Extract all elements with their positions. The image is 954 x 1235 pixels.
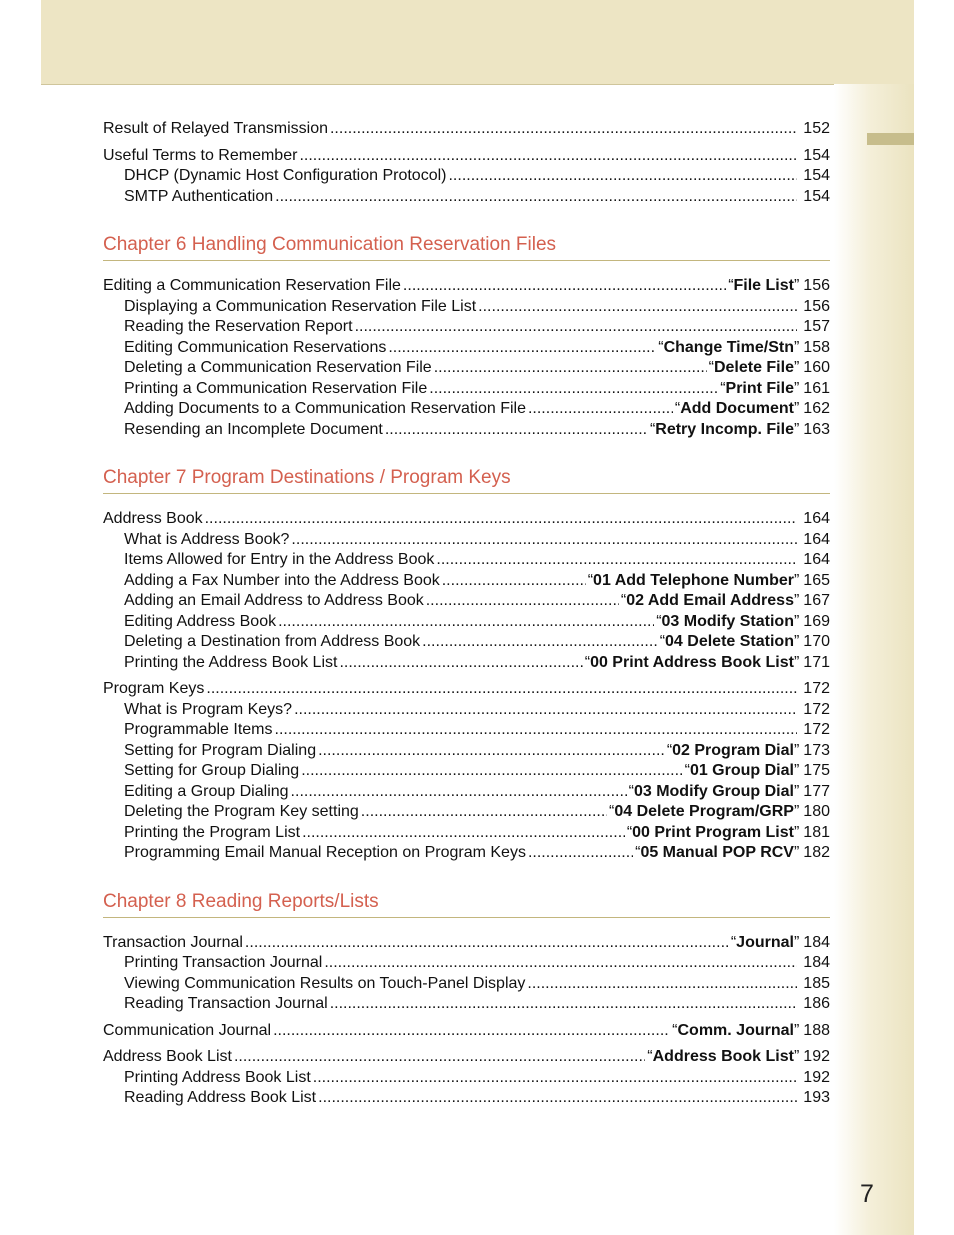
- touch-key-label: 03 Modify Station: [661, 612, 794, 630]
- dot-leader: [294, 700, 797, 721]
- entry-title: Adding an Email Address to Address Book: [124, 592, 424, 609]
- section-tab-marker: [867, 133, 914, 145]
- entry-title: What is Address Book?: [124, 530, 290, 548]
- entry-title: Items Allowed for Entry in the Address Book: [124, 551, 435, 568]
- entry-page-number: 162: [803, 400, 830, 417]
- dot-leader: [234, 1047, 645, 1068]
- dot-leader: [528, 843, 633, 864]
- dot-leader: [324, 953, 797, 974]
- dot-leader: [302, 823, 625, 844]
- toc-sub-entry[interactable]: [103, 953, 830, 974]
- dot-leader: [355, 317, 798, 338]
- entry-title: Deleting the Program Key setting: [124, 803, 359, 820]
- dot-leader: [426, 591, 619, 612]
- dot-leader: [434, 358, 707, 379]
- toc-sub-entry[interactable]: [103, 843, 830, 864]
- entry-page-number: 182: [803, 844, 830, 861]
- dot-leader: [442, 571, 586, 592]
- entry-page-number: 169: [803, 612, 830, 630]
- toc-sub-entry[interactable]: [103, 720, 830, 741]
- entry-page-number: 172: [803, 700, 830, 718]
- toc-sub-entry[interactable]: [103, 1068, 830, 1089]
- entry-title: Deleting a Communication Reservation File: [124, 359, 432, 376]
- toc-sub-entry[interactable]: [103, 653, 830, 674]
- chapter-title: Chapter 8 Reading Reports/Lists: [103, 890, 830, 918]
- dot-leader: [299, 146, 797, 167]
- entry-page-number: 170: [803, 633, 830, 650]
- toc-entry[interactable]: [103, 146, 830, 167]
- touch-key-label: 00 Print Address Book List: [590, 653, 794, 671]
- entry-title: Setting for Group Dialing: [124, 762, 300, 779]
- toc-sub-entry[interactable]: [103, 700, 830, 721]
- entry-title: Editing a Communication Reservation File: [103, 277, 401, 294]
- dot-leader: [388, 338, 656, 359]
- touch-key-label: File List: [733, 277, 794, 294]
- entry-page-number: 157: [803, 318, 830, 335]
- entry-title: Programmable Items: [124, 721, 273, 738]
- chapter-title: Chapter 7 Program Destinations / Program Keys: [103, 466, 830, 494]
- entry-title: Resending an Incomplete Document: [124, 420, 383, 438]
- entry-title: Reading Transaction Journal: [124, 995, 328, 1012]
- toc-sub-entry[interactable]: [103, 823, 830, 844]
- entry-page-number: 181: [803, 823, 830, 841]
- touch-key-label: 04 Delete Program/GRP: [614, 803, 794, 820]
- touch-key-reference: “03 Modify Group Dial”: [628, 782, 800, 800]
- touch-key-label: Journal: [736, 933, 794, 951]
- dot-leader: [436, 550, 797, 571]
- entry-page-number: 154: [803, 187, 830, 205]
- touch-key-reference: “Delete File”: [708, 359, 800, 376]
- touch-key-reference: “02 Add Email Address”: [620, 592, 800, 609]
- chapter-section: [103, 466, 830, 864]
- touch-key-reference: “01 Add Telephone Number”: [587, 571, 800, 589]
- entry-page-number: 154: [803, 146, 830, 164]
- toc-sub-entry[interactable]: [103, 741, 830, 762]
- entry-title: Reading the Reservation Report: [124, 318, 353, 335]
- entry-page-number: 193: [803, 1089, 830, 1106]
- touch-key-label: Comm. Journal: [677, 1021, 794, 1039]
- chapter-title: Chapter 6 Handling Communication Reservation Files: [103, 233, 830, 261]
- dot-leader: [291, 530, 797, 551]
- touch-key-reference: “Journal”: [730, 933, 800, 951]
- touch-key-reference: “Retry Incomp. File”: [649, 420, 800, 438]
- touch-key-label: 05 Manual POP RCV: [640, 844, 794, 861]
- entry-title: Programming Email Manual Reception on Program Keys: [124, 844, 526, 861]
- touch-key-reference: “01 Group Dial”: [684, 762, 800, 779]
- dot-leader: [318, 1088, 797, 1109]
- entry-page-number: 161: [803, 379, 830, 397]
- touch-key-label: Retry Incomp. File: [655, 420, 794, 438]
- dot-leader: [273, 1021, 670, 1042]
- touch-key-label: Print File: [725, 379, 794, 397]
- entry-page-number: 186: [803, 995, 830, 1012]
- dot-leader: [403, 276, 726, 297]
- entry-title: Program Keys: [103, 680, 205, 697]
- toc-sub-entry[interactable]: [103, 571, 830, 592]
- touch-key-reference: “00 Print Address Book List”: [584, 653, 800, 671]
- touch-key-reference: “File List”: [728, 277, 800, 294]
- entry-title: Useful Terms to Remember: [103, 146, 298, 164]
- dot-leader: [301, 761, 682, 782]
- dot-leader: [330, 119, 797, 140]
- dot-leader: [385, 420, 648, 441]
- touch-key-label: 02 Add Email Address: [626, 592, 794, 609]
- dot-leader: [245, 933, 729, 954]
- toc-group: [103, 933, 830, 1015]
- dot-leader: [330, 994, 798, 1015]
- entry-page-number: 164: [803, 510, 830, 527]
- toc-group: [103, 509, 830, 673]
- entry-title: Adding Documents to a Communication Reservation File: [124, 400, 526, 417]
- dot-leader: [478, 297, 797, 318]
- touch-key-label: 01 Add Telephone Number: [593, 571, 794, 589]
- entry-title: Reading Address Book List: [124, 1089, 317, 1106]
- entry-title: Viewing Communication Results on Touch-Panel Display: [124, 974, 526, 992]
- entry-title: Deleting a Destination from Address Book: [124, 633, 421, 650]
- entry-page-number: 164: [803, 530, 830, 548]
- toc-sub-entry[interactable]: [103, 338, 830, 359]
- toc-sub-entry[interactable]: [103, 399, 830, 420]
- toc-sub-entry[interactable]: [103, 379, 830, 400]
- touch-key-label: Change Time/Stn: [663, 338, 794, 356]
- toc-sub-entry[interactable]: [103, 994, 830, 1015]
- touch-key-reference: “Comm. Journal”: [672, 1021, 800, 1039]
- touch-key-reference: “02 Program Dial”: [666, 741, 800, 759]
- entry-page-number: 184: [803, 933, 830, 951]
- dot-leader: [278, 612, 654, 633]
- dot-leader: [206, 679, 797, 700]
- entry-page-number: 192: [803, 1048, 830, 1065]
- toc-sub-entry[interactable]: [103, 802, 830, 823]
- entry-page-number: 156: [803, 297, 830, 315]
- touch-key-reference: “Change Time/Stn”: [658, 338, 800, 356]
- dot-leader: [318, 741, 665, 762]
- touch-key-reference: “Address Book List”: [647, 1048, 800, 1065]
- toc-intro-section: [103, 119, 830, 207]
- toc-sub-entry[interactable]: [103, 612, 830, 633]
- entry-page-number: 180: [803, 803, 830, 820]
- toc-sub-entry[interactable]: [103, 297, 830, 318]
- entry-page-number: 158: [803, 338, 830, 356]
- entry-title: Result of Relayed Transmission: [103, 120, 328, 137]
- entry-title: Adding a Fax Number into the Address Book: [124, 571, 440, 589]
- entry-title: Printing the Address Book List: [124, 653, 338, 671]
- touch-key-reference: “00 Print Program List”: [626, 823, 800, 841]
- entry-title: Editing Address Book: [124, 612, 277, 630]
- touch-key-label: 04 Delete Station: [665, 633, 794, 650]
- entry-page-number: 165: [803, 571, 830, 589]
- dot-leader: [527, 974, 797, 995]
- touch-key-label: 00 Print Program List: [632, 823, 794, 841]
- entry-title: Printing the Program List: [124, 823, 301, 841]
- entry-page-number: 172: [803, 721, 830, 738]
- page-number: 7: [860, 1180, 874, 1208]
- dot-leader: [275, 720, 798, 741]
- chapter-section: [103, 233, 830, 440]
- entry-page-number: 160: [803, 359, 830, 376]
- dot-leader: [422, 632, 658, 653]
- toc-entry[interactable]: [103, 1021, 830, 1042]
- toc-sub-entry[interactable]: [103, 550, 830, 571]
- entry-title: Transaction Journal: [103, 933, 243, 951]
- entry-page-number: 184: [803, 954, 830, 971]
- entry-title: Address Book List: [103, 1048, 232, 1065]
- entry-page-number: 188: [803, 1021, 830, 1039]
- entry-page-number: 192: [803, 1068, 830, 1086]
- dot-leader: [291, 782, 627, 803]
- entry-page-number: 177: [803, 782, 830, 800]
- dot-leader: [448, 166, 797, 187]
- entry-title: Displaying a Communication Reservation File List: [124, 297, 477, 315]
- touch-key-label: Address Book List: [652, 1048, 794, 1065]
- table-of-contents: [103, 119, 830, 1135]
- toc-group: [103, 679, 830, 864]
- touch-key-reference: “05 Manual POP RCV”: [635, 844, 800, 861]
- entry-page-number: 163: [803, 420, 830, 438]
- toc-sub-entry[interactable]: [103, 187, 830, 208]
- entry-title: Setting for Program Dialing: [124, 741, 317, 759]
- entry-page-number: 154: [803, 167, 830, 184]
- entry-page-number: 175: [803, 762, 830, 779]
- side-margin-bar: [834, 84, 914, 1235]
- entry-page-number: 167: [803, 592, 830, 609]
- toc-sub-entry[interactable]: [103, 1088, 830, 1109]
- touch-key-label: 03 Modify Group Dial: [633, 782, 794, 800]
- toc-sub-entry[interactable]: [103, 974, 830, 995]
- toc-sub-entry[interactable]: [103, 761, 830, 782]
- entry-title: Printing Transaction Journal: [124, 954, 323, 971]
- touch-key-reference: “Add Document”: [674, 400, 800, 417]
- toc-entry[interactable]: [103, 509, 830, 530]
- toc-sub-entry[interactable]: [103, 166, 830, 187]
- touch-key-label: Add Document: [680, 400, 794, 417]
- toc-sub-entry[interactable]: [103, 782, 830, 803]
- touch-key-reference: “04 Delete Program/GRP”: [609, 803, 800, 820]
- dot-leader: [361, 802, 607, 823]
- touch-key-label: 02 Program Dial: [672, 741, 794, 759]
- touch-key-label: 01 Group Dial: [689, 762, 794, 779]
- touch-key-label: Delete File: [713, 359, 794, 376]
- entry-page-number: 152: [803, 120, 830, 137]
- entry-page-number: 172: [803, 680, 830, 697]
- toc-group: [103, 276, 830, 440]
- toc-group: [103, 1021, 830, 1042]
- toc-entry[interactable]: [103, 933, 830, 954]
- entry-page-number: 171: [803, 653, 830, 671]
- entry-title: Printing a Communication Reservation File: [124, 379, 428, 397]
- toc-group: [103, 146, 830, 208]
- dot-leader: [339, 653, 582, 674]
- toc-entry[interactable]: [103, 119, 830, 140]
- entry-title: Printing Address Book List: [124, 1068, 311, 1086]
- toc-group: [103, 1047, 830, 1109]
- entry-title: SMTP Authentication: [124, 187, 274, 205]
- touch-key-reference: “03 Modify Station”: [656, 612, 800, 630]
- touch-key-reference: “Print File”: [720, 379, 800, 397]
- dot-leader: [313, 1068, 798, 1089]
- touch-key-reference: “04 Delete Station”: [659, 633, 800, 650]
- entry-page-number: 156: [803, 277, 830, 294]
- dot-leader: [429, 379, 718, 400]
- toc-sub-entry[interactable]: [103, 420, 830, 441]
- entry-title: Editing Communication Reservations: [124, 338, 387, 356]
- entry-title: Address Book: [103, 510, 203, 527]
- toc-sub-entry[interactable]: [103, 317, 830, 338]
- toc-sub-entry[interactable]: [103, 632, 830, 653]
- toc-group: [103, 119, 830, 140]
- toc-entry[interactable]: [103, 276, 830, 297]
- entry-page-number: 185: [803, 974, 830, 992]
- entry-title: What is Program Keys?: [124, 700, 293, 718]
- entry-page-number: 164: [803, 551, 830, 568]
- entry-title: Editing a Group Dialing: [124, 782, 289, 800]
- toc-sub-entry[interactable]: [103, 358, 830, 379]
- dot-leader: [275, 187, 797, 208]
- dot-leader: [205, 509, 798, 530]
- dot-leader: [528, 399, 673, 420]
- toc-sub-entry[interactable]: [103, 591, 830, 612]
- entry-title: Communication Journal: [103, 1021, 272, 1039]
- toc-entry[interactable]: [103, 1047, 830, 1068]
- entry-title: DHCP (Dynamic Host Configuration Protocol): [124, 167, 447, 184]
- toc-sub-entry[interactable]: [103, 530, 830, 551]
- toc-entry[interactable]: [103, 679, 830, 700]
- header-band: [41, 0, 914, 85]
- chapter-section: [103, 890, 830, 1109]
- entry-page-number: 173: [803, 741, 830, 759]
